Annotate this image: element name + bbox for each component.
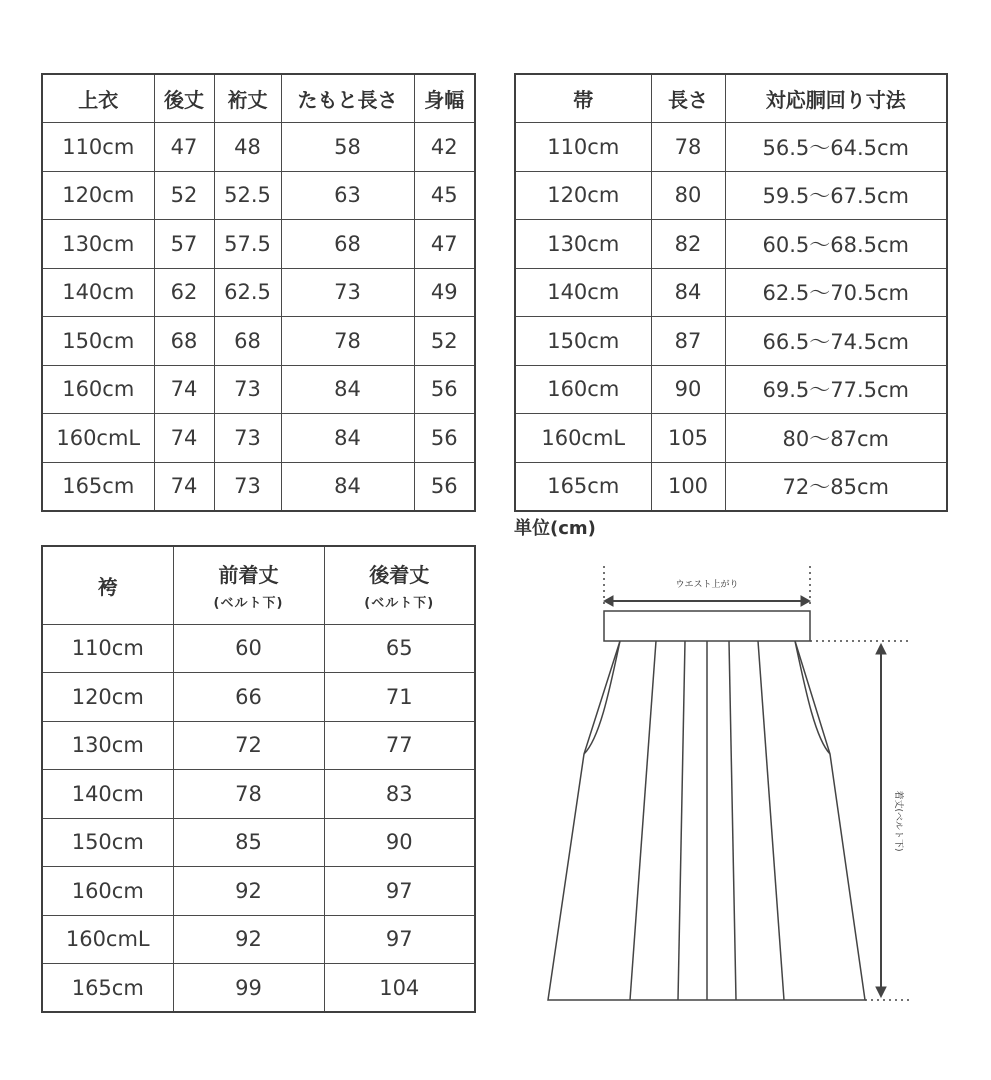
header-cell: 帯 — [515, 74, 651, 123]
hakama-diagram — [540, 558, 920, 1008]
value-cell: 92 — [173, 867, 324, 916]
value-cell: 47 — [154, 123, 214, 172]
table-row — [42, 915, 475, 964]
size-label-cell: 160cm — [515, 365, 651, 414]
size-label-cell: 140cm — [42, 770, 173, 819]
size-label-cell: 150cm — [42, 818, 173, 867]
table-row — [42, 414, 475, 463]
value-cell: 78 — [281, 317, 414, 366]
value-cell: 84 — [281, 414, 414, 463]
size-label-cell: 150cm — [515, 317, 651, 366]
size-label-cell: 165cm — [42, 964, 173, 1013]
value-cell: 73 — [214, 414, 281, 463]
value-cell: 71 — [324, 673, 475, 722]
value-cell: 48 — [214, 123, 281, 172]
value-cell: 65 — [324, 624, 475, 673]
value-cell: 57.5 — [214, 220, 281, 269]
value-cell: 42 — [414, 123, 475, 172]
size-label-cell: 160cmL — [515, 414, 651, 463]
table-row — [42, 220, 475, 269]
table-row — [42, 171, 475, 220]
header-cell: 後丈 — [154, 74, 214, 123]
pleat-line — [630, 641, 656, 1000]
table-row — [42, 317, 475, 366]
header-sub: (ベルト下) — [364, 596, 435, 612]
waist-arrow-left — [604, 596, 613, 606]
header-cell — [324, 546, 475, 624]
pleat-line — [729, 641, 736, 1000]
value-cell: 73 — [214, 365, 281, 414]
value-cell: 72 — [173, 721, 324, 770]
table-row — [515, 365, 947, 414]
value-cell: 105 — [651, 414, 725, 463]
table-row — [42, 462, 475, 511]
value-cell: 62.5〜70.5cm — [725, 268, 947, 317]
value-cell: 97 — [324, 867, 475, 916]
value-cell: 73 — [214, 462, 281, 511]
table-row — [42, 721, 475, 770]
value-cell: 60 — [173, 624, 324, 673]
value-cell: 84 — [281, 462, 414, 511]
value-cell: 58 — [281, 123, 414, 172]
value-cell: 45 — [414, 171, 475, 220]
size-label-cell: 140cm — [42, 268, 154, 317]
value-cell: 74 — [154, 365, 214, 414]
value-cell: 47 — [414, 220, 475, 269]
value-cell: 62.5 — [214, 268, 281, 317]
value-cell: 62 — [154, 268, 214, 317]
header-main: 袴 — [97, 574, 118, 599]
value-cell: 69.5〜77.5cm — [725, 365, 947, 414]
table-row — [515, 171, 947, 220]
value-cell: 74 — [154, 414, 214, 463]
table-row — [42, 867, 475, 916]
size-label-cell: 110cm — [42, 123, 154, 172]
value-cell: 66.5〜74.5cm — [725, 317, 947, 366]
size-label-cell: 110cm — [515, 123, 651, 172]
value-cell: 68 — [281, 220, 414, 269]
hakama-size-table — [41, 545, 476, 1013]
table-header-row — [42, 546, 475, 624]
value-cell: 78 — [173, 770, 324, 819]
table-row — [42, 673, 475, 722]
table-row — [515, 268, 947, 317]
header-cell: 上衣 — [42, 74, 154, 123]
table-row — [42, 268, 475, 317]
table-row — [42, 624, 475, 673]
size-label-cell: 160cmL — [42, 915, 173, 964]
table-header-row — [42, 74, 475, 123]
value-cell: 60.5〜68.5cm — [725, 220, 947, 269]
value-cell: 73 — [281, 268, 414, 317]
value-cell: 82 — [651, 220, 725, 269]
hakama-shape — [548, 611, 865, 1000]
value-cell: 90 — [651, 365, 725, 414]
value-cell: 84 — [651, 268, 725, 317]
value-cell: 74 — [154, 462, 214, 511]
table-row — [42, 964, 475, 1013]
waist-label: ウエスト上がり — [675, 580, 739, 590]
value-cell: 104 — [324, 964, 475, 1013]
value-cell: 59.5〜67.5cm — [725, 171, 947, 220]
table-row — [42, 123, 475, 172]
header-cell: 裄丈 — [214, 74, 281, 123]
waistband — [604, 611, 810, 641]
value-cell: 77 — [324, 721, 475, 770]
value-cell: 56 — [414, 414, 475, 463]
size-label-cell: 160cm — [42, 867, 173, 916]
table-row — [515, 123, 947, 172]
size-label-cell: 110cm — [42, 624, 173, 673]
value-cell: 57 — [154, 220, 214, 269]
size-label-cell: 165cm — [515, 462, 651, 511]
length-arrow-bottom — [876, 987, 886, 997]
size-label-cell: 120cm — [515, 171, 651, 220]
header-cell: 身幅 — [414, 74, 475, 123]
value-cell: 56 — [414, 365, 475, 414]
size-label-cell: 130cm — [42, 721, 173, 770]
size-label-cell: 130cm — [42, 220, 154, 269]
header-cell: たもと長さ — [281, 74, 414, 123]
value-cell: 49 — [414, 268, 475, 317]
table-row — [42, 770, 475, 819]
table-row — [42, 818, 475, 867]
value-cell: 97 — [324, 915, 475, 964]
value-cell: 83 — [324, 770, 475, 819]
value-cell: 78 — [651, 123, 725, 172]
size-label-cell: 140cm — [515, 268, 651, 317]
header-cell: 対応胴回り寸法 — [725, 74, 947, 123]
header-main: 後着丈 — [369, 563, 430, 588]
value-cell: 52 — [154, 171, 214, 220]
pleat-line — [758, 641, 784, 1000]
length-label: 着丈(ベルト下) — [893, 790, 903, 852]
value-cell: 72〜85cm — [725, 462, 947, 511]
table-header-row — [515, 74, 947, 123]
size-label-cell: 160cmL — [42, 414, 154, 463]
value-cell: 52 — [414, 317, 475, 366]
value-cell: 85 — [173, 818, 324, 867]
value-cell: 68 — [214, 317, 281, 366]
value-cell: 56.5〜64.5cm — [725, 123, 947, 172]
length-arrow-top — [876, 644, 886, 654]
header-cell — [42, 546, 173, 624]
table-row — [515, 317, 947, 366]
waist-arrow-right — [801, 596, 810, 606]
table-row — [515, 220, 947, 269]
header-cell: 長さ — [651, 74, 725, 123]
size-label-cell: 165cm — [42, 462, 154, 511]
value-cell: 66 — [173, 673, 324, 722]
size-label-cell: 130cm — [515, 220, 651, 269]
size-label-cell: 120cm — [42, 673, 173, 722]
size-label-cell: 160cm — [42, 365, 154, 414]
size-label-cell: 150cm — [42, 317, 154, 366]
header-cell — [173, 546, 324, 624]
value-cell: 87 — [651, 317, 725, 366]
value-cell: 80 — [651, 171, 725, 220]
value-cell: 99 — [173, 964, 324, 1013]
pleat-line — [678, 641, 685, 1000]
value-cell: 80〜87cm — [725, 414, 947, 463]
obi-size-table — [514, 73, 948, 512]
jacket-size-table — [41, 73, 476, 512]
value-cell: 63 — [281, 171, 414, 220]
value-cell: 84 — [281, 365, 414, 414]
table-row — [42, 365, 475, 414]
table-row — [515, 414, 947, 463]
value-cell: 68 — [154, 317, 214, 366]
header-sub: (ベルト下) — [213, 596, 284, 612]
value-cell: 52.5 — [214, 171, 281, 220]
table-row — [515, 462, 947, 511]
value-cell: 92 — [173, 915, 324, 964]
value-cell: 100 — [651, 462, 725, 511]
unit-label: 単位(cm) — [514, 518, 596, 539]
size-label-cell: 120cm — [42, 171, 154, 220]
header-main: 前着丈 — [218, 563, 279, 588]
value-cell: 56 — [414, 462, 475, 511]
value-cell: 90 — [324, 818, 475, 867]
